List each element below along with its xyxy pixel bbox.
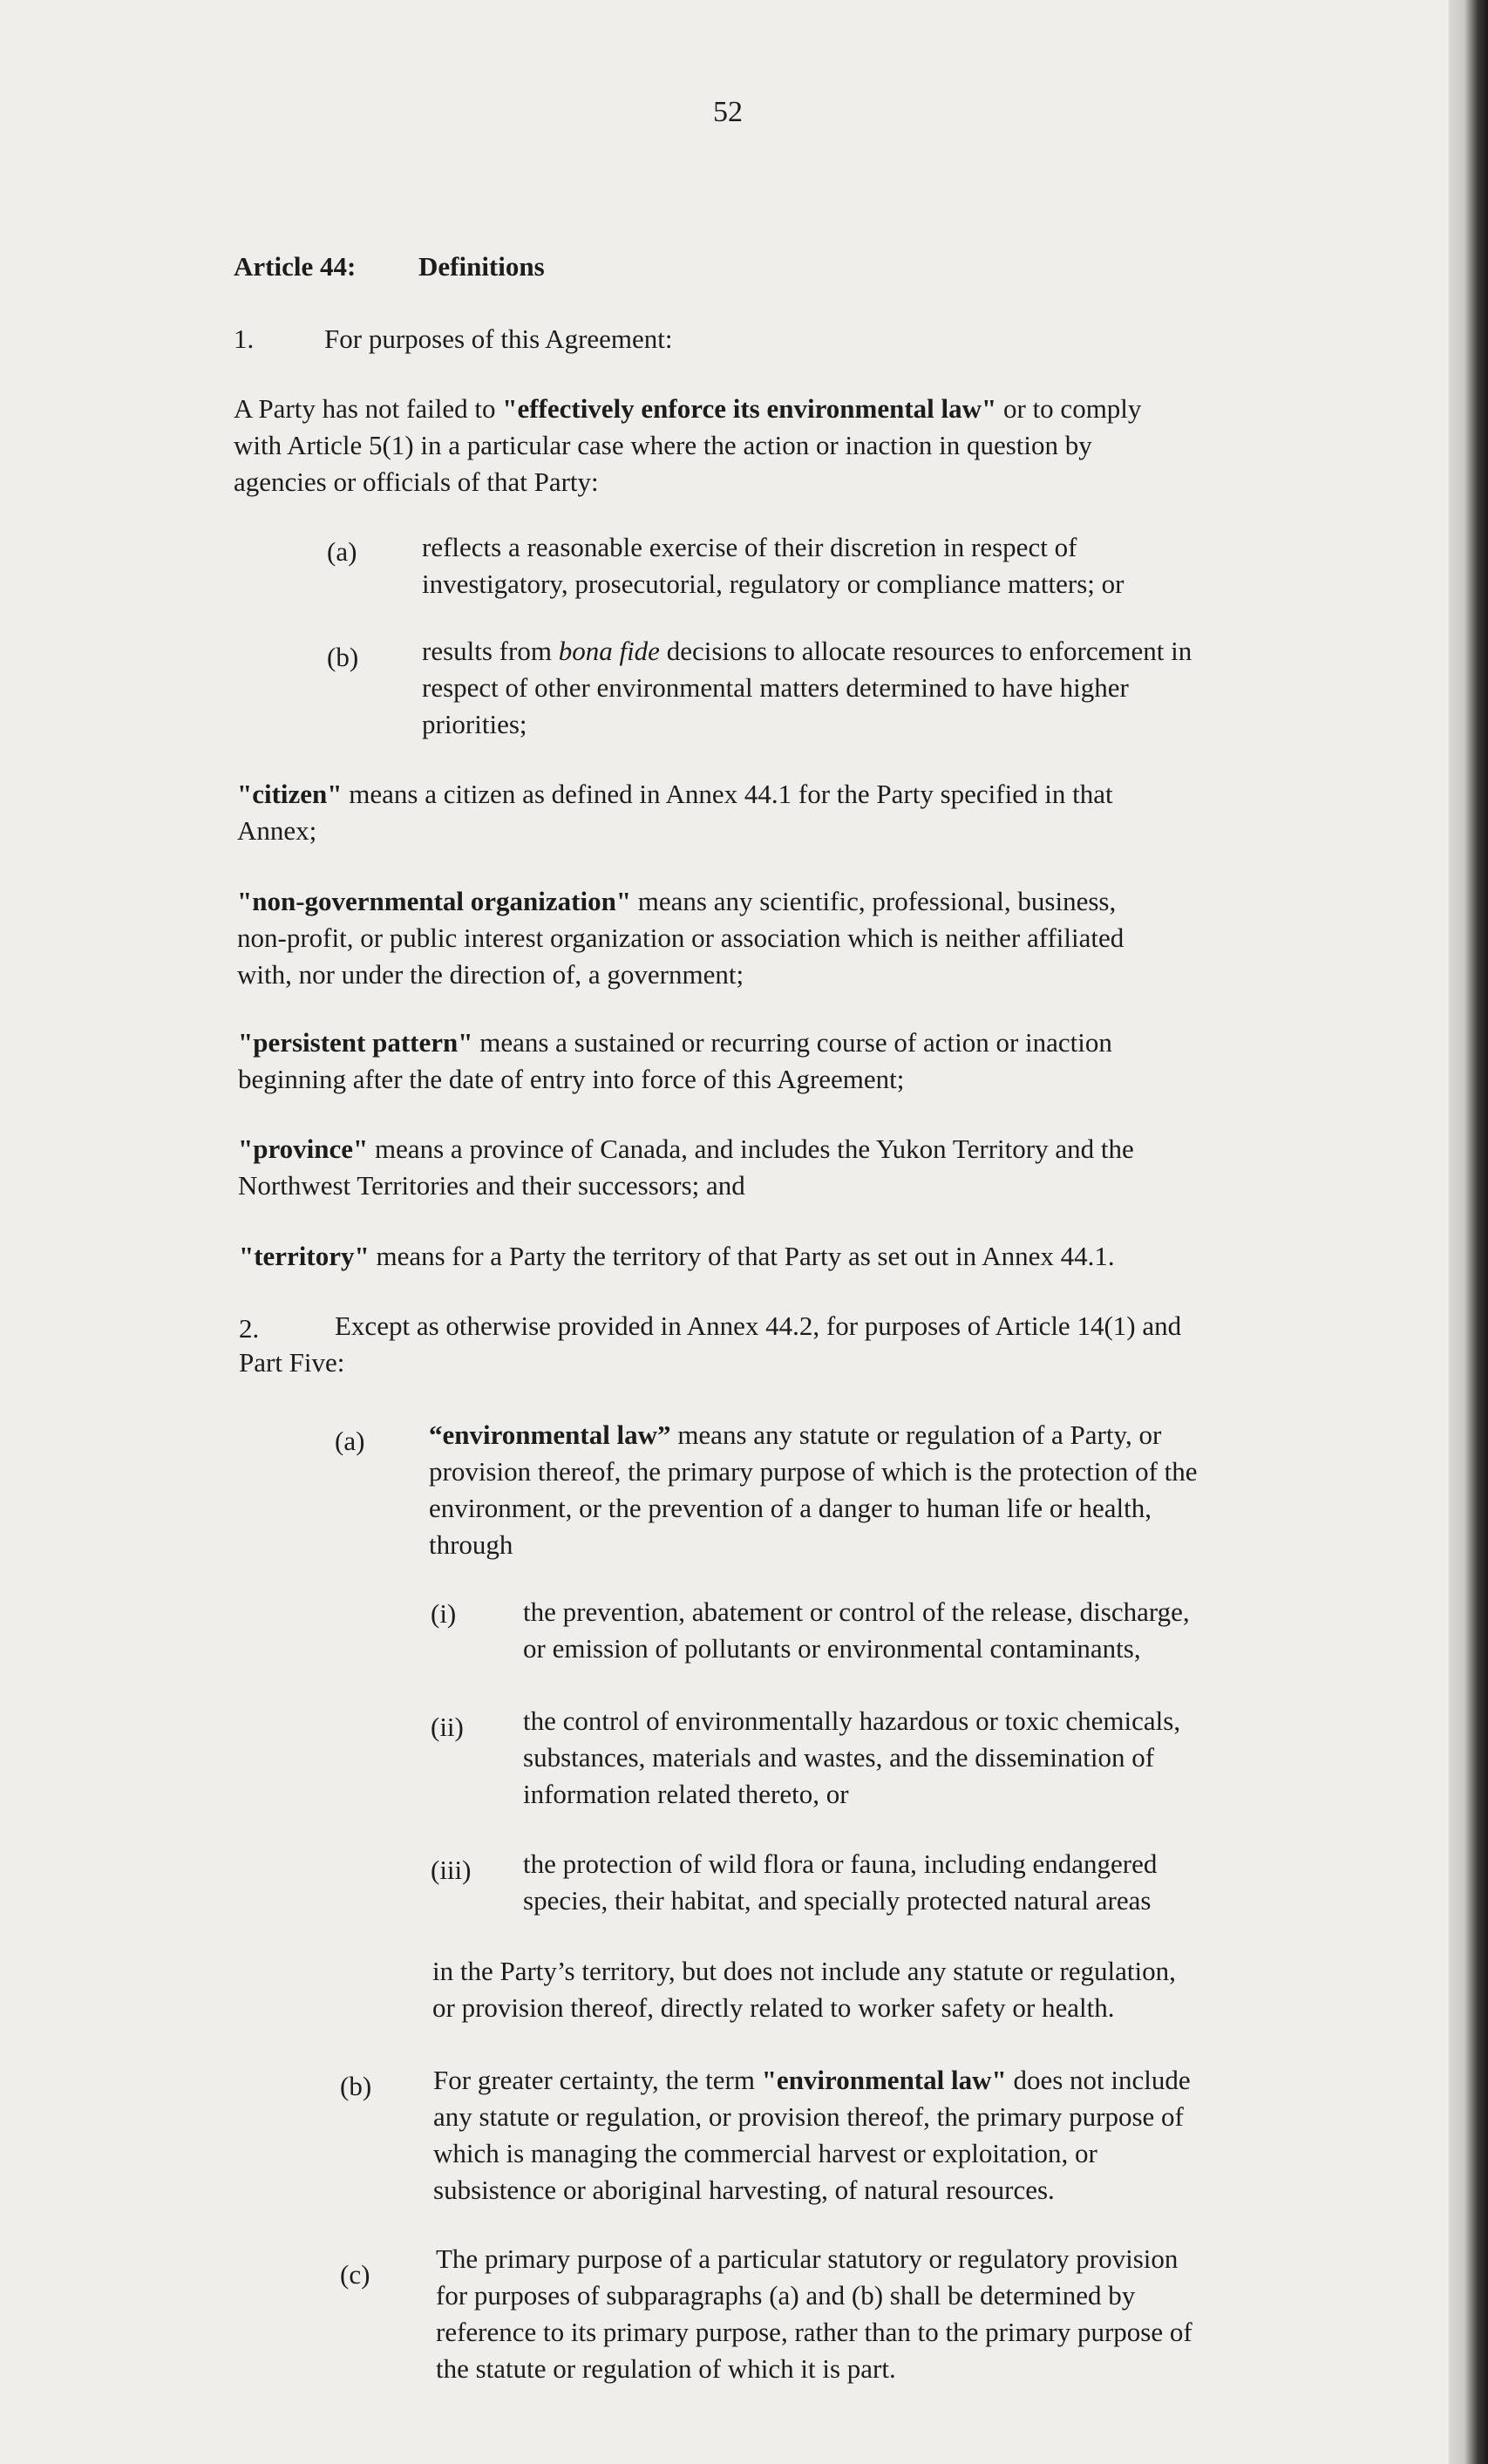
item-a-label: (a): [327, 536, 357, 567]
p2c-line-2: for purposes of subparagraphs (a) and (b) shall be determined by: [436, 2280, 1136, 2311]
para-1-number: 1.: [234, 323, 255, 354]
p2a-ii-label: (ii): [431, 1712, 464, 1742]
item-b-line-1: results from bona fide decisions to allocate resources to enforcement in: [422, 636, 1192, 666]
def-province-line-1: "province" means a province of Canada, and includes the Yukon Territory and the: [238, 1133, 1134, 1164]
def-pattern-term: "persistent pattern": [238, 1027, 473, 1058]
item-b-line-3: priorities;: [422, 709, 527, 739]
p2a-iii-line-1: the protection of wild flora or fauna, including endangered: [523, 1848, 1158, 1879]
p2a-i-label: (i): [431, 1598, 457, 1629]
def-enforce-term: "effectively enforce its environmental law": [502, 393, 997, 424]
def-enforce-line-1: A Party has not failed to "effectively enforce its environmental law" or to comply: [234, 393, 1142, 424]
p2b-line-4: subsistence or aboriginal harvesting, of natural resources.: [433, 2175, 1055, 2205]
p2c-line-4: the statute or regulation of which it is part.: [436, 2353, 896, 2384]
p2c-label: (c): [340, 2259, 370, 2290]
p2b-line-3: which is managing the commercial harvest or exploitation, or: [433, 2138, 1097, 2168]
def-ngo-line-2: non-profit, or public interest organization or association which is neither affiliated: [237, 922, 1124, 953]
p2a-ii-line-3: information related thereto, or: [523, 1779, 849, 1809]
para-2-number: 2.: [239, 1313, 260, 1344]
p2a-label: (a): [335, 1426, 365, 1456]
def-territory-line-1: "territory" means for a Party the territory of that Party as set out in Annex 44.1.: [239, 1241, 1115, 1271]
def-ngo-line-3: with, nor under the direction of, a government;: [237, 959, 744, 990]
p2c-line-1: The primary purpose of a particular statutory or regulatory provision: [436, 2243, 1179, 2274]
p2a-iii-label: (iii): [431, 1855, 472, 1885]
para-2-line-1: Except as otherwise provided in Annex 44.2, for purposes of Article 14(1) and: [335, 1310, 1182, 1341]
p2b-label: (b): [340, 2071, 372, 2101]
def-citizen-term: "citizen": [237, 779, 343, 809]
page-number: 52: [713, 96, 743, 128]
page-binding-edge: [1449, 0, 1488, 2464]
p2a-tail-line-1: in the Party’s territory, but does not include any statute or regulation,: [432, 1956, 1176, 1986]
def-ngo-term: "non-governmental organization": [237, 886, 632, 916]
item-b-label: (b): [327, 642, 359, 672]
p2b-term: "environmental law": [761, 2065, 1007, 2095]
p2a-term: “environmental law”: [429, 1419, 671, 1450]
def-pattern-line-1: "persistent pattern" means a sustained or recurring course of action or inaction: [238, 1027, 1112, 1058]
p2a-line-1: “environmental law” means any statute or regulation of a Party, or: [429, 1419, 1162, 1450]
p2a-i-line-1: the prevention, abatement or control of the release, discharge,: [523, 1596, 1190, 1627]
p2b-line-1: For greater certainty, the term "environmental law" does not include: [433, 2065, 1191, 2095]
para-2-line-2: Part Five:: [239, 1347, 345, 1378]
p2a-line-4: through: [429, 1529, 513, 1560]
p2a-line-2: provision thereof, the primary purpose of which is the protection of the: [429, 1456, 1198, 1487]
para-1-lead: For purposes of this Agreement:: [324, 323, 673, 354]
bona-fide-text: bona fide: [558, 636, 660, 666]
def-province-line-2: Northwest Territories and their successors; and: [238, 1170, 745, 1201]
p2a-iii-line-2: species, their habitat, and specially protected natural areas: [523, 1885, 1152, 1916]
item-a-line-1: reflects a reasonable exercise of their discretion in respect of: [422, 532, 1077, 562]
def-province-term: "province": [238, 1133, 369, 1164]
p2a-ii-line-1: the control of environmentally hazardous or toxic chemicals,: [523, 1705, 1181, 1736]
def-enforce-line-3: agencies or officials of that Party:: [234, 466, 599, 497]
p2a-i-line-2: or emission of pollutants or environmental contaminants,: [523, 1633, 1141, 1664]
def-ngo-line-1: "non-governmental organization" means any scientific, professional, business,: [237, 886, 1117, 916]
def-citizen-line-2: Annex;: [237, 815, 317, 846]
item-a-line-2: investigatory, prosecutorial, regulatory or compliance matters; or: [422, 568, 1124, 599]
p2b-line-2: any statute or regulation, or provision thereof, the primary purpose of: [433, 2101, 1184, 2132]
p2a-ii-line-2: substances, materials and wastes, and the dissemination of: [523, 1742, 1155, 1773]
article-number: Article 44:: [234, 251, 357, 282]
p2a-tail-line-2: or provision thereof, directly related to worker safety or health.: [432, 1992, 1115, 2023]
def-enforce-line-2: with Article 5(1) in a particular case where the action or inaction in question by: [234, 430, 1092, 460]
def-pattern-line-2: beginning after the date of entry into force of this Agreement;: [238, 1064, 905, 1094]
item-b-line-2: respect of other environmental matters determined to have higher: [422, 672, 1129, 703]
def-citizen-line-1: "citizen" means a citizen as defined in Annex 44.1 for the Party specified in that: [237, 779, 1113, 809]
p2c-line-3: reference to its primary purpose, rather than to the primary purpose of: [436, 2317, 1192, 2347]
def-territory-term: "territory": [239, 1241, 370, 1271]
article-title: Definitions: [418, 251, 545, 282]
p2a-line-3: environment, or the prevention of a danger to human life or health,: [429, 1493, 1152, 1523]
